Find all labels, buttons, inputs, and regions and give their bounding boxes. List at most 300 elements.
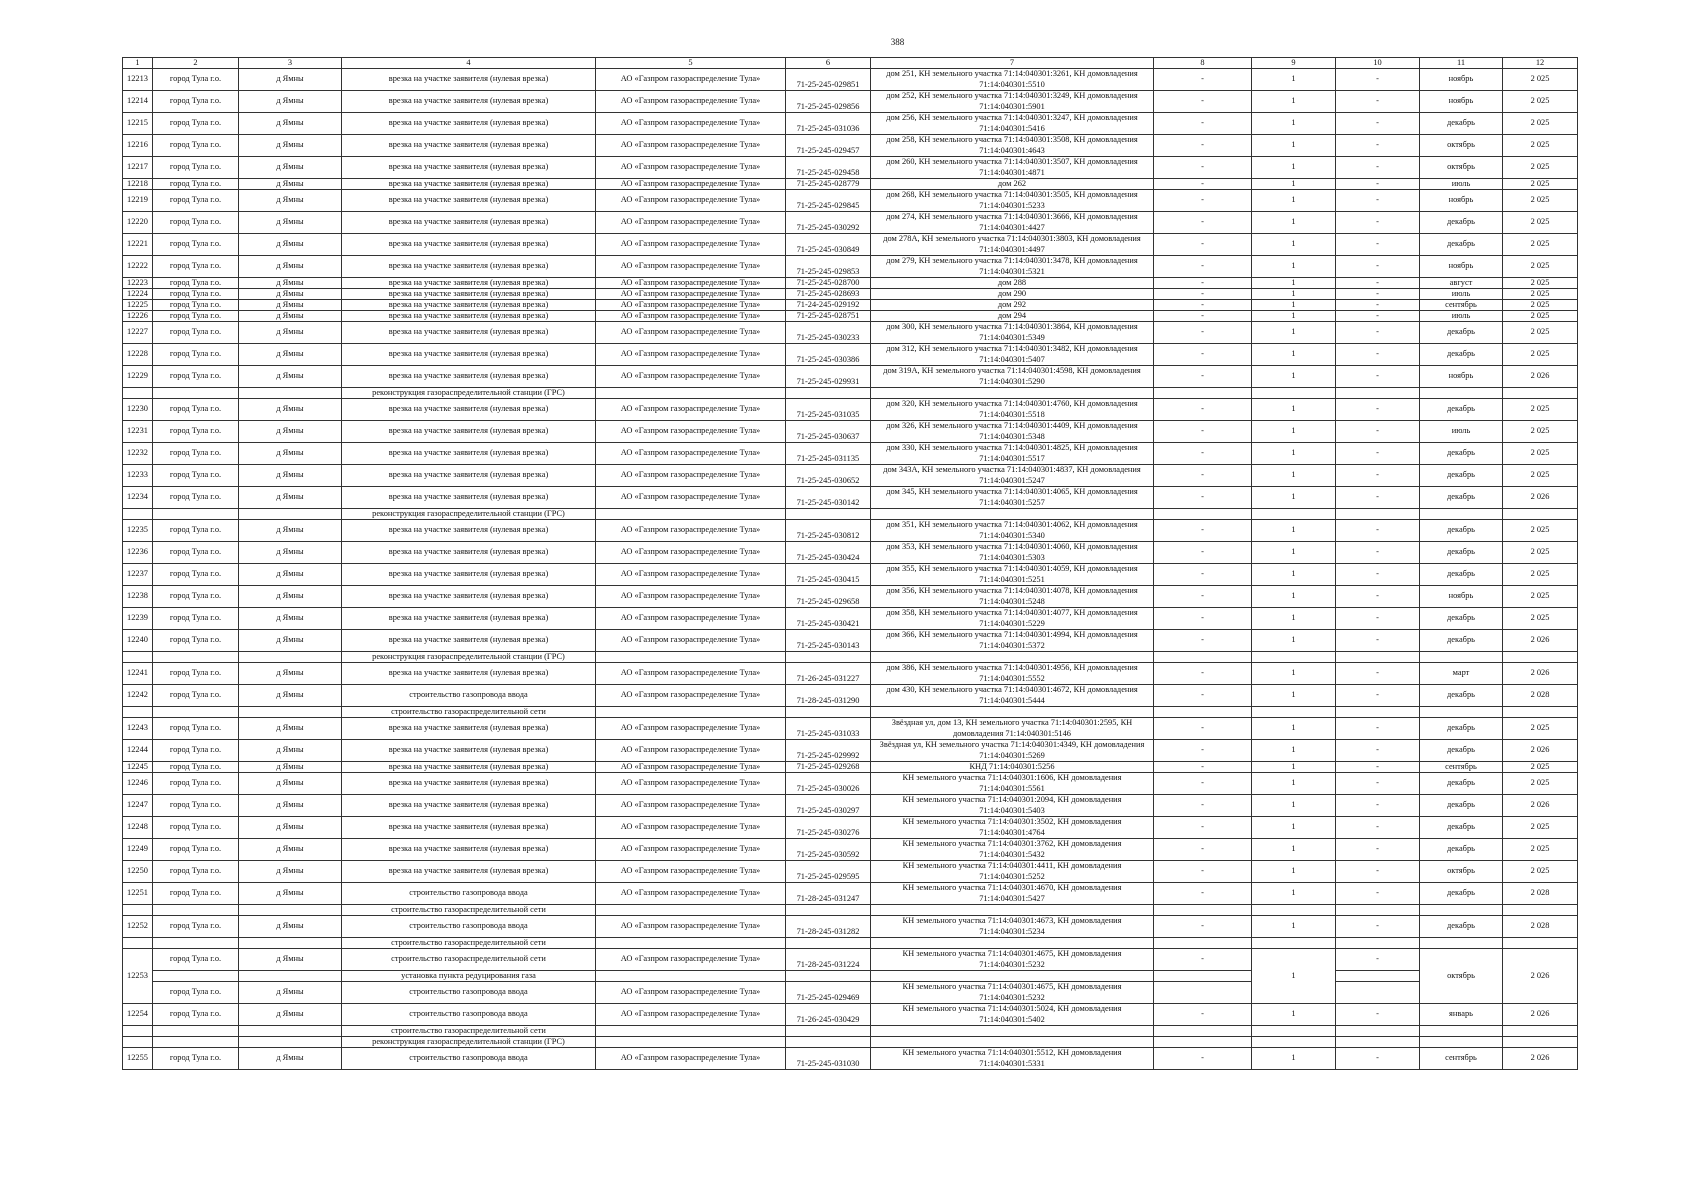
year-cell: 2 025 bbox=[1503, 190, 1578, 212]
col8-cell: - bbox=[1154, 520, 1252, 542]
address-cell: дом 386, КН земельного участка 71:14:040301:4956, КН домовладения 71:14:040301:5552 bbox=[871, 663, 1154, 685]
month-cell: декабрь bbox=[1420, 718, 1503, 740]
empty-cell bbox=[1420, 1026, 1503, 1037]
address-cell: Звёздная ул, КН земельного участка 71:14:040301:4349, КН домовладения 71:14:040301:5269 bbox=[871, 740, 1154, 762]
sub-row bbox=[123, 1026, 1578, 1037]
column-number-4: 4 bbox=[342, 58, 596, 69]
quantity-cell: 1 bbox=[1252, 663, 1336, 685]
year-cell: 2 025 bbox=[1503, 278, 1578, 289]
application-code-cell: 71-25-245-031035 bbox=[786, 399, 871, 421]
col10-cell: - bbox=[1336, 113, 1420, 135]
year-cell: 2 025 bbox=[1503, 861, 1578, 883]
address-cell: дом 294 bbox=[871, 311, 1154, 322]
sub-row bbox=[123, 509, 1578, 520]
table-row bbox=[123, 179, 1578, 190]
work-type-cell: врезка на участке заявителя (нулевая врезка) bbox=[342, 289, 596, 300]
village-cell: д Ямны bbox=[239, 300, 342, 311]
month-cell: ноябрь bbox=[1420, 69, 1503, 91]
row-number: 12244 bbox=[123, 740, 153, 762]
table-row bbox=[123, 69, 1578, 91]
month-cell: декабрь bbox=[1420, 817, 1503, 839]
address-cell: дом 258, КН земельного участка 71:14:040301:3508, КН домовладения 71:14:040301:4643 bbox=[871, 135, 1154, 157]
village-cell: д Ямны bbox=[239, 113, 342, 135]
quantity-cell: 1 bbox=[1252, 839, 1336, 861]
empty-cell bbox=[1154, 652, 1252, 663]
row-number: 12251 bbox=[123, 883, 153, 905]
village-cell: д Ямны bbox=[239, 179, 342, 190]
col10-cell: - bbox=[1336, 366, 1420, 388]
col10-cell: - bbox=[1336, 608, 1420, 630]
address-cell: дом 274, КН земельного участка 71:14:040301:3666, КН домовладения 71:14:040301:4427 bbox=[871, 212, 1154, 234]
address-cell: КН земельного участка 71:14:040301:3502, КН домовладения 71:14:040301:4764 bbox=[871, 817, 1154, 839]
col10-cell: - bbox=[1336, 1004, 1420, 1026]
organization-cell: АО «Газпром газораспределение Тула» bbox=[596, 300, 786, 311]
address-cell: дом 358, КН земельного участка 71:14:040301:4077, КН домовладения 71:14:040301:5229 bbox=[871, 608, 1154, 630]
city-cell: город Тула г.о. bbox=[153, 69, 239, 91]
organization-cell: АО «Газпром газораспределение Тула» bbox=[596, 883, 786, 905]
work-type-cell: строительство газораспределительной сети bbox=[342, 938, 596, 949]
empty-cell bbox=[1503, 938, 1578, 949]
application-code-cell: 71-25-245-028693 bbox=[786, 289, 871, 300]
city-cell: город Тула г.о. bbox=[153, 982, 239, 1004]
city-cell: город Тула г.о. bbox=[153, 685, 239, 707]
col10-cell: - bbox=[1336, 256, 1420, 278]
empty-cell bbox=[1336, 1037, 1420, 1048]
empty-cell bbox=[596, 905, 786, 916]
organization-cell: АО «Газпром газораспределение Тула» bbox=[596, 322, 786, 344]
col10-cell: - bbox=[1336, 718, 1420, 740]
col8-cell: - bbox=[1154, 586, 1252, 608]
application-code-cell: 71-25-245-030592 bbox=[786, 839, 871, 861]
address-cell: дом 319А, КН земельного участка 71:14:040301:4598, КН домовладения 71:14:040301:5290 bbox=[871, 366, 1154, 388]
address-cell: дом 252, КН земельного участка 71:14:040301:3249, КН домовладения 71:14:040301:5901 bbox=[871, 91, 1154, 113]
city-cell: город Тула г.о. bbox=[153, 773, 239, 795]
empty-cell bbox=[786, 388, 871, 399]
empty-cell bbox=[1252, 938, 1336, 949]
city-cell: город Тула г.о. bbox=[153, 256, 239, 278]
empty-cell bbox=[1336, 905, 1420, 916]
work-type-cell: врезка на участке заявителя (нулевая врезка) bbox=[342, 344, 596, 366]
year-cell: 2 025 bbox=[1503, 135, 1578, 157]
organization-cell: АО «Газпром газораспределение Тула» bbox=[596, 465, 786, 487]
application-code-cell: 71-25-245-030233 bbox=[786, 322, 871, 344]
col8-cell: - bbox=[1154, 157, 1252, 179]
address-cell: КН земельного участка 71:14:040301:5024, КН домовладения 71:14:040301:5402 bbox=[871, 1004, 1154, 1026]
city-cell: город Тула г.о. bbox=[153, 278, 239, 289]
month-cell: декабрь bbox=[1420, 883, 1503, 905]
city-cell: город Тула г.о. bbox=[153, 289, 239, 300]
address-cell: КН земельного участка 71:14:040301:4675, КН домовладения 71:14:040301:5232 bbox=[871, 982, 1154, 1004]
application-code-cell: 71-25-245-030297 bbox=[786, 795, 871, 817]
row-number: 12219 bbox=[123, 190, 153, 212]
col8-cell: - bbox=[1154, 949, 1252, 971]
year-cell: 2 025 bbox=[1503, 91, 1578, 113]
work-type-cell: строительство газопровода ввода bbox=[342, 916, 596, 938]
quantity-cell: 1 bbox=[1252, 916, 1336, 938]
month-cell: декабрь bbox=[1420, 916, 1503, 938]
empty-cell bbox=[786, 938, 871, 949]
col10-cell: - bbox=[1336, 322, 1420, 344]
empty-cell bbox=[1503, 652, 1578, 663]
col8-cell: - bbox=[1154, 773, 1252, 795]
col10-cell: - bbox=[1336, 91, 1420, 113]
organization-cell: АО «Газпром газораспределение Тула» bbox=[596, 795, 786, 817]
table-row bbox=[123, 1048, 1578, 1070]
organization-cell: АО «Газпром газораспределение Тула» bbox=[596, 564, 786, 586]
col8-cell: - bbox=[1154, 311, 1252, 322]
village-cell: д Ямны bbox=[239, 564, 342, 586]
city-cell: город Тула г.о. bbox=[153, 91, 239, 113]
city-cell: город Тула г.о. bbox=[153, 179, 239, 190]
year-cell: 2 025 bbox=[1503, 839, 1578, 861]
empty-cell bbox=[1154, 1037, 1252, 1048]
empty-cell bbox=[1154, 1026, 1252, 1037]
application-code-cell: 71-25-245-031036 bbox=[786, 113, 871, 135]
work-type-cell: строительство газопровода ввода bbox=[342, 1004, 596, 1026]
quantity-cell: 1 bbox=[1252, 256, 1336, 278]
organization-cell: АО «Газпром газораспределение Тула» bbox=[596, 443, 786, 465]
col10-cell: - bbox=[1336, 630, 1420, 652]
city-cell: город Тула г.о. bbox=[153, 300, 239, 311]
city-cell: город Тула г.о. bbox=[153, 608, 239, 630]
organization-cell: АО «Газпром газораспределение Тула» bbox=[596, 212, 786, 234]
year-cell: 2 025 bbox=[1503, 157, 1578, 179]
year-cell: 2 025 bbox=[1503, 443, 1578, 465]
application-code-cell: 71-25-245-029658 bbox=[786, 586, 871, 608]
table-row bbox=[123, 520, 1578, 542]
empty-cell bbox=[1336, 1026, 1420, 1037]
application-code-cell: 71-25-245-029853 bbox=[786, 256, 871, 278]
application-code-cell: 71-25-245-029458 bbox=[786, 157, 871, 179]
empty-cell bbox=[596, 388, 786, 399]
table-row bbox=[123, 344, 1578, 366]
organization-cell: АО «Газпром газораспределение Тула» bbox=[596, 608, 786, 630]
application-code-cell: 71-25-245-029268 bbox=[786, 762, 871, 773]
organization-cell: АО «Газпром газораспределение Тула» bbox=[596, 421, 786, 443]
table-row bbox=[123, 465, 1578, 487]
work-type-cell: врезка на участке заявителя (нулевая врезка) bbox=[342, 630, 596, 652]
col10-cell: - bbox=[1336, 839, 1420, 861]
quantity-cell: 1 bbox=[1252, 773, 1336, 795]
application-code-cell: 71-25-245-029992 bbox=[786, 740, 871, 762]
organization-cell: АО «Газпром газораспределение Тула» bbox=[596, 586, 786, 608]
year-cell: 2 026 bbox=[1503, 949, 1578, 1004]
col8-cell: - bbox=[1154, 179, 1252, 190]
organization-cell: АО «Газпром газораспределение Тула» bbox=[596, 487, 786, 509]
col10-cell: - bbox=[1336, 190, 1420, 212]
col8-cell: - bbox=[1154, 91, 1252, 113]
row-number: 12229 bbox=[123, 366, 153, 388]
col8-cell: - bbox=[1154, 289, 1252, 300]
village-cell: д Ямны bbox=[239, 157, 342, 179]
year-cell: 2 025 bbox=[1503, 586, 1578, 608]
quantity-cell: 1 bbox=[1252, 1004, 1336, 1026]
empty-cell bbox=[1154, 509, 1252, 520]
work-type-cell: врезка на участке заявителя (нулевая врезка) bbox=[342, 399, 596, 421]
empty-cell bbox=[1336, 509, 1420, 520]
col8-cell: - bbox=[1154, 685, 1252, 707]
application-code-cell: 71-25-245-028779 bbox=[786, 179, 871, 190]
row-number: 12221 bbox=[123, 234, 153, 256]
empty-cell bbox=[123, 1037, 153, 1048]
col10-cell: - bbox=[1336, 300, 1420, 311]
row-number: 12241 bbox=[123, 663, 153, 685]
quantity-cell: 1 bbox=[1252, 289, 1336, 300]
col8-cell: - bbox=[1154, 740, 1252, 762]
work-type-cell: врезка на участке заявителя (нулевая врезка) bbox=[342, 113, 596, 135]
col8-cell: - bbox=[1154, 278, 1252, 289]
month-cell: ноябрь bbox=[1420, 586, 1503, 608]
village-cell: д Ямны bbox=[239, 916, 342, 938]
empty-cell bbox=[239, 509, 342, 520]
month-cell: декабрь bbox=[1420, 630, 1503, 652]
work-type-cell: врезка на участке заявителя (нулевая врезка) bbox=[342, 795, 596, 817]
quantity-cell: 1 bbox=[1252, 69, 1336, 91]
village-cell: д Ямны bbox=[239, 289, 342, 300]
organization-cell: АО «Газпром газораспределение Тула» bbox=[596, 157, 786, 179]
year-cell: 2 025 bbox=[1503, 817, 1578, 839]
col8-cell: - bbox=[1154, 630, 1252, 652]
village-cell: д Ямны bbox=[239, 685, 342, 707]
organization-cell: АО «Газпром газораспределение Тула» bbox=[596, 630, 786, 652]
work-type-cell: врезка на участке заявителя (нулевая врезка) bbox=[342, 564, 596, 586]
organization-cell: АО «Газпром газораспределение Тула» bbox=[596, 289, 786, 300]
month-cell: декабрь bbox=[1420, 773, 1503, 795]
work-type-cell: врезка на участке заявителя (нулевая врезка) bbox=[342, 157, 596, 179]
month-cell: декабрь bbox=[1420, 322, 1503, 344]
work-type-cell: строительство газораспределительной сети bbox=[342, 905, 596, 916]
organization-cell: АО «Газпром газораспределение Тула» bbox=[596, 773, 786, 795]
empty-cell bbox=[123, 388, 153, 399]
empty-cell bbox=[1252, 388, 1336, 399]
column-number-8: 8 bbox=[1154, 58, 1252, 69]
empty-cell bbox=[153, 971, 239, 982]
row-number: 12225 bbox=[123, 300, 153, 311]
year-cell: 2 025 bbox=[1503, 399, 1578, 421]
village-cell: д Ямны bbox=[239, 311, 342, 322]
column-number-1: 1 bbox=[123, 58, 153, 69]
application-code-cell: 71-25-245-030421 bbox=[786, 608, 871, 630]
address-cell: дом 353, КН земельного участка 71:14:040301:4060, КН домовладения 71:14:040301:5303 bbox=[871, 542, 1154, 564]
col10-cell: - bbox=[1336, 916, 1420, 938]
col10-cell: - bbox=[1336, 157, 1420, 179]
empty-cell bbox=[123, 707, 153, 718]
organization-cell: АО «Газпром газораспределение Тула» bbox=[596, 399, 786, 421]
address-cell: дом 262 bbox=[871, 179, 1154, 190]
table-row bbox=[123, 113, 1578, 135]
city-cell: город Тула г.о. bbox=[153, 1004, 239, 1026]
quantity-cell: 1 bbox=[1252, 212, 1336, 234]
empty-cell bbox=[1420, 938, 1503, 949]
empty-cell bbox=[1154, 982, 1252, 1004]
city-cell: город Тула г.о. bbox=[153, 212, 239, 234]
row-number: 12233 bbox=[123, 465, 153, 487]
month-cell: октябрь bbox=[1420, 861, 1503, 883]
village-cell: д Ямны bbox=[239, 399, 342, 421]
row-number: 12242 bbox=[123, 685, 153, 707]
column-number-row bbox=[123, 58, 1578, 69]
row-number: 12213 bbox=[123, 69, 153, 91]
row-number: 12252 bbox=[123, 916, 153, 938]
organization-cell: АО «Газпром газораспределение Тула» bbox=[596, 190, 786, 212]
table-row bbox=[123, 212, 1578, 234]
quantity-cell: 1 bbox=[1252, 949, 1336, 1004]
row-number: 12253 bbox=[123, 949, 153, 1004]
empty-cell bbox=[786, 971, 871, 982]
organization-cell: АО «Газпром газораспределение Тула» bbox=[596, 69, 786, 91]
city-cell: город Тула г.о. bbox=[153, 399, 239, 421]
application-code-cell: 71-26-245-030429 bbox=[786, 1004, 871, 1026]
work-type-cell: врезка на участке заявителя (нулевая врезка) bbox=[342, 718, 596, 740]
row-number: 12214 bbox=[123, 91, 153, 113]
application-code-cell: 71-25-245-029457 bbox=[786, 135, 871, 157]
work-type-cell: врезка на участке заявителя (нулевая врезка) bbox=[342, 212, 596, 234]
address-cell: Звёздная ул, дом 13, КН земельного участка 71:14:040301:2595, КН домовладения 71:14:040301:5146 bbox=[871, 718, 1154, 740]
table-row bbox=[123, 234, 1578, 256]
city-cell: город Тула г.о. bbox=[153, 322, 239, 344]
application-code-cell: 71-25-245-030026 bbox=[786, 773, 871, 795]
table-row bbox=[123, 157, 1578, 179]
organization-cell: АО «Газпром газораспределение Тула» bbox=[596, 817, 786, 839]
quantity-cell: 1 bbox=[1252, 1048, 1336, 1070]
row-number: 12220 bbox=[123, 212, 153, 234]
quantity-cell: 1 bbox=[1252, 795, 1336, 817]
quantity-cell: 1 bbox=[1252, 135, 1336, 157]
organization-cell: АО «Газпром газораспределение Тула» bbox=[596, 1004, 786, 1026]
table-row bbox=[123, 795, 1578, 817]
col10-cell: - bbox=[1336, 586, 1420, 608]
year-cell: 2 026 bbox=[1503, 663, 1578, 685]
quantity-cell: 1 bbox=[1252, 278, 1336, 289]
application-code-cell: 71-25-245-030276 bbox=[786, 817, 871, 839]
village-cell: д Ямны bbox=[239, 520, 342, 542]
quantity-cell: 1 bbox=[1252, 487, 1336, 509]
quantity-cell: 1 bbox=[1252, 586, 1336, 608]
application-code-cell: 71-25-245-030415 bbox=[786, 564, 871, 586]
empty-cell bbox=[239, 905, 342, 916]
row-number: 12224 bbox=[123, 289, 153, 300]
col10-cell: - bbox=[1336, 762, 1420, 773]
work-type-cell: врезка на участке заявителя (нулевая врезка) bbox=[342, 190, 596, 212]
month-cell: декабрь bbox=[1420, 542, 1503, 564]
col8-cell: - bbox=[1154, 916, 1252, 938]
city-cell: город Тула г.о. bbox=[153, 883, 239, 905]
month-cell: декабрь bbox=[1420, 443, 1503, 465]
work-type-cell: врезка на участке заявителя (нулевая врезка) bbox=[342, 421, 596, 443]
application-code-cell: 71-25-245-029851 bbox=[786, 69, 871, 91]
col10-cell: - bbox=[1336, 685, 1420, 707]
application-code-cell: 71-25-245-031135 bbox=[786, 443, 871, 465]
row-number: 12231 bbox=[123, 421, 153, 443]
empty-cell bbox=[1420, 1037, 1503, 1048]
table-row bbox=[123, 322, 1578, 344]
city-cell: город Тула г.о. bbox=[153, 1048, 239, 1070]
village-cell: д Ямны bbox=[239, 366, 342, 388]
table-row bbox=[123, 883, 1578, 905]
empty-cell bbox=[596, 938, 786, 949]
year-cell: 2 025 bbox=[1503, 234, 1578, 256]
empty-cell bbox=[786, 1026, 871, 1037]
address-cell: дом 343А, КН земельного участка 71:14:040301:4837, КН домовладения 71:14:040301:5247 bbox=[871, 465, 1154, 487]
empty-cell bbox=[153, 1026, 239, 1037]
work-type-cell: строительство газопровода ввода bbox=[342, 1048, 596, 1070]
work-type-cell: врезка на участке заявителя (нулевая врезка) bbox=[342, 366, 596, 388]
village-cell: д Ямны bbox=[239, 839, 342, 861]
quantity-cell: 1 bbox=[1252, 399, 1336, 421]
col8-cell: - bbox=[1154, 564, 1252, 586]
row-number: 12238 bbox=[123, 586, 153, 608]
quantity-cell: 1 bbox=[1252, 344, 1336, 366]
month-cell: июль bbox=[1420, 311, 1503, 322]
month-cell: июль bbox=[1420, 289, 1503, 300]
organization-cell: АО «Газпром газораспределение Тула» bbox=[596, 520, 786, 542]
empty-cell bbox=[153, 707, 239, 718]
work-type-cell: врезка на участке заявителя (нулевая врезка) bbox=[342, 300, 596, 311]
quantity-cell: 1 bbox=[1252, 300, 1336, 311]
empty-cell bbox=[786, 509, 871, 520]
empty-cell bbox=[1503, 1037, 1578, 1048]
empty-cell bbox=[1420, 388, 1503, 399]
month-cell: ноябрь bbox=[1420, 256, 1503, 278]
row-number: 12239 bbox=[123, 608, 153, 630]
table-row bbox=[123, 586, 1578, 608]
village-cell: д Ямны bbox=[239, 465, 342, 487]
address-cell: дом 312, КН земельного участка 71:14:040301:3482, КН домовладения 71:14:040301:5407 bbox=[871, 344, 1154, 366]
col10-cell: - bbox=[1336, 487, 1420, 509]
row-number: 12234 bbox=[123, 487, 153, 509]
table-row bbox=[123, 817, 1578, 839]
application-code-cell: 71-25-245-030386 bbox=[786, 344, 871, 366]
month-cell: декабрь bbox=[1420, 399, 1503, 421]
village-cell: д Ямны bbox=[239, 740, 342, 762]
month-cell: ноябрь bbox=[1420, 91, 1503, 113]
table-row bbox=[123, 289, 1578, 300]
year-cell: 2 026 bbox=[1503, 487, 1578, 509]
application-code-cell: 71-25-245-031033 bbox=[786, 718, 871, 740]
col10-cell: - bbox=[1336, 69, 1420, 91]
city-cell: город Тула г.о. bbox=[153, 113, 239, 135]
empty-cell bbox=[1252, 905, 1336, 916]
empty-cell bbox=[153, 1037, 239, 1048]
col10-cell: - bbox=[1336, 542, 1420, 564]
quantity-cell: 1 bbox=[1252, 685, 1336, 707]
sub-row bbox=[123, 652, 1578, 663]
col10-cell: - bbox=[1336, 212, 1420, 234]
empty-cell bbox=[596, 1026, 786, 1037]
row-number: 12216 bbox=[123, 135, 153, 157]
year-cell: 2 025 bbox=[1503, 762, 1578, 773]
work-type-cell: врезка на участке заявителя (нулевая врезка) bbox=[342, 773, 596, 795]
quantity-cell: 1 bbox=[1252, 861, 1336, 883]
quantity-cell: 1 bbox=[1252, 366, 1336, 388]
empty-cell bbox=[1336, 982, 1420, 1004]
empty-cell bbox=[153, 905, 239, 916]
village-cell: д Ямны bbox=[239, 542, 342, 564]
application-code-cell: 71-25-245-030849 bbox=[786, 234, 871, 256]
col10-cell: - bbox=[1336, 740, 1420, 762]
empty-cell bbox=[1503, 707, 1578, 718]
sub-row bbox=[123, 938, 1578, 949]
address-cell: дом 345, КН земельного участка 71:14:040301:4065, КН домовладения 71:14:040301:5257 bbox=[871, 487, 1154, 509]
table-row bbox=[123, 399, 1578, 421]
organization-cell: АО «Газпром газораспределение Тула» bbox=[596, 278, 786, 289]
column-number-2: 2 bbox=[153, 58, 239, 69]
month-cell: сентябрь bbox=[1420, 300, 1503, 311]
work-type-cell: строительство газораспределительной сети bbox=[342, 1026, 596, 1037]
empty-cell bbox=[596, 1037, 786, 1048]
address-cell: КН земельного участка 71:14:040301:3762, КН домовладения 71:14:040301:5432 bbox=[871, 839, 1154, 861]
row-number: 12249 bbox=[123, 839, 153, 861]
